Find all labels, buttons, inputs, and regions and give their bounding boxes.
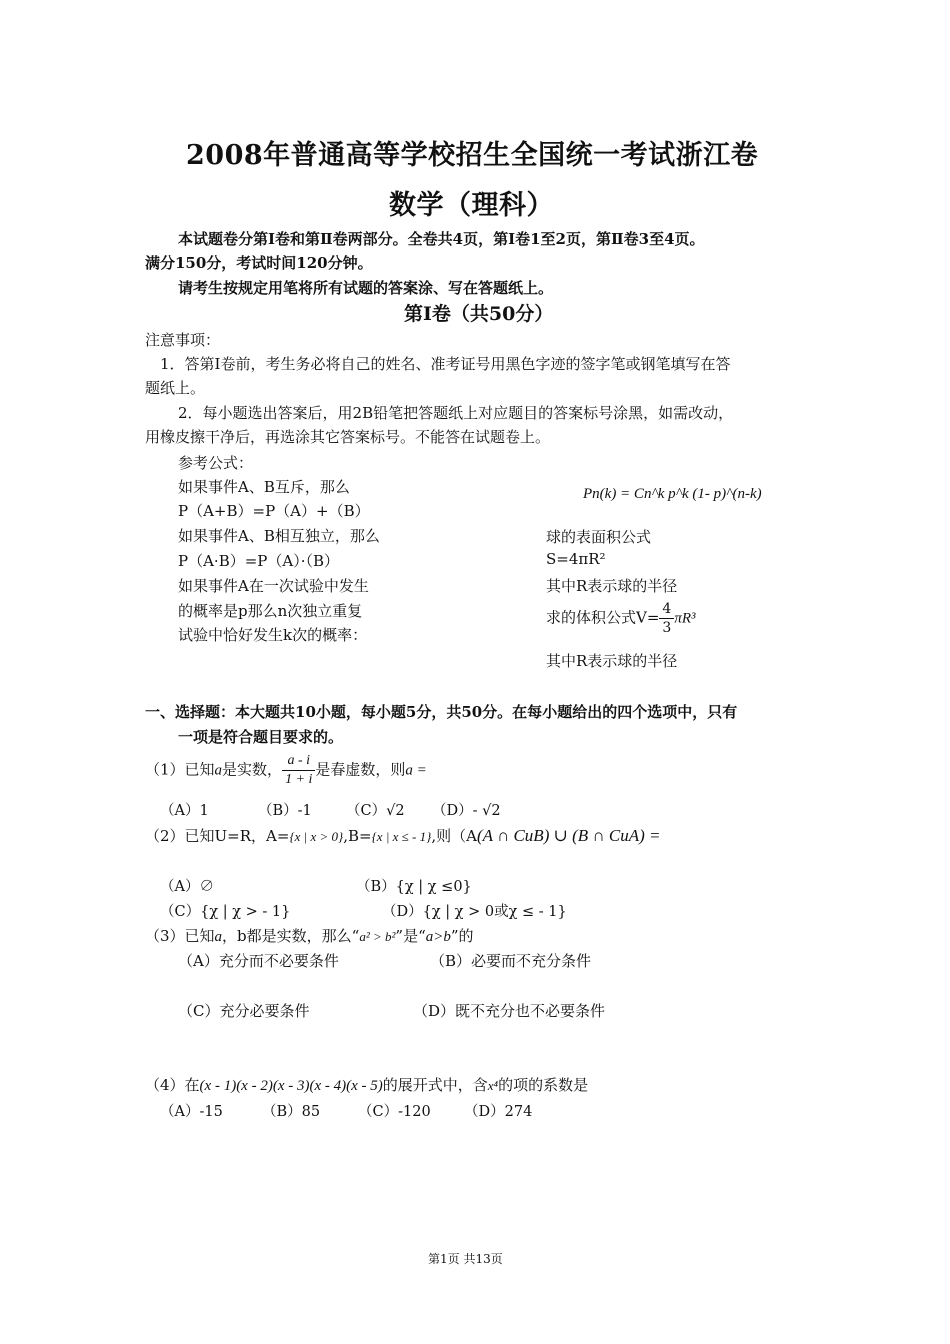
intro-line-1: 本试题卷分第Ⅰ卷和第Ⅱ卷两部分。全卷共4页，第Ⅰ卷1至2页，第Ⅱ卷3至4页。 [178,230,705,248]
q3-stem-c: ”是“ [395,927,426,945]
q2-set-b: {x | x ≤ - 1} [371,829,432,844]
doc-title: 2008年普通高等学校招生全国统一考试浙江卷 [186,140,759,171]
q3-option-c: （C）充分必要条件 [178,1002,310,1020]
q2-option-d: （D）{χ | χ > 0或χ ≤ - 1} [382,904,567,920]
q3-var-a: a [214,929,223,945]
doc-subtitle: 数学（理科） [389,190,554,221]
q4-var: x⁴ [487,1078,499,1093]
formula-left-4: 如果事件A在一次试验中发生 [178,577,369,595]
q1-fraction-den: 1 + i [285,772,313,787]
sphere-volume-formula [546,600,696,637]
q2-option-c: （C）{χ | χ > - 1} [160,904,291,920]
notice-2-a: 2．每小题选出答案后，用2B铅笔把答题纸上对应题目的答案标号涂黑，如需改动， [178,404,734,422]
q1-option-c: （C）√2 [346,803,405,819]
q1-option-d: （D）- √2 [432,803,501,819]
formula-left-3: P（A·B）=P（A）·（B） [178,552,340,570]
q1-option-a: （A）1 [160,803,209,819]
q3-expression-2: a>b [425,929,451,945]
q1-option-b: （B）-1 [258,803,312,819]
q1-stem-a: （1）已知 [145,760,215,779]
question-1-stem [145,752,427,789]
volume-tail: πR³ [674,610,696,627]
intro-line-3: 请考生按规定用笔将所有试题的答案涂、写在答题纸上。 [178,279,554,297]
q2-set-a: {x | x > 0} [289,829,344,844]
q3-stem-b: ，b都是实数，那么“ [222,927,360,945]
page-footer: 第1页 共13页 [428,1252,503,1266]
q3-option-b: （B）必要而不充分条件 [430,952,592,970]
volume-fraction-den: 3 [662,620,672,636]
q4-option-d: （D）274 [464,1104,533,1120]
q3-option-d: （D）既不充分也不必要条件 [413,1002,606,1020]
notice-2-b: 用橡皮擦干净后，再选涂其它答案标号。不能答在试题卷上。 [145,428,551,446]
q4-stem-b: 的展开式中，含 [382,1076,488,1094]
q2-stem-c: ,则（A [431,827,477,845]
q1-stem-b: 是实数， [222,760,283,779]
formula-left-0: 如果事件A、B互斥，那么 [178,478,350,496]
formula-left-2: 如果事件A、B相互独立，那么 [178,527,380,545]
volume-fraction [659,600,674,637]
notice-title: 注意事项： [145,331,221,349]
formulas-header: 参考公式： [178,454,254,472]
q4-option-c: （C）-120 [358,1104,431,1120]
q4-stem-a: （4）在 [145,1076,200,1094]
q2-expression: (A ∩ CuB) ∪ (B ∩ CuA) = [476,826,661,845]
sphere-area-formula: S=4πR² [546,550,606,568]
intro-line-2: 满分150分，考试时间120分钟。 [145,254,373,272]
sphere-volume-label: 求的体积公式V= [546,608,660,627]
q2-stem-a: （2）已知U=R，A= [145,827,290,845]
radius-note-2: 其中R表示球的半径 [546,652,678,670]
q4-stem-c: 的项的系数是 [498,1076,589,1094]
section-1-line-2: 一项是符合题目要求的。 [178,728,344,746]
q3-stem-d: ”的 [450,927,474,945]
sphere-area-label: 球的表面积公式 [546,528,652,546]
q4-option-b: （B）85 [262,1104,321,1120]
formula-left-6: 试验中恰好发生k次的概率： [178,626,368,644]
q2-option-b: （B）{χ | χ ≤0} [356,879,472,895]
q1-stem-d: a = [405,762,427,779]
q2-stem-b: ,B= [343,827,372,845]
q2-option-a: （A）∅ [160,879,214,895]
formula-left-5: 的概率是p那么n次独立重复 [178,602,363,620]
question-3-stem [145,925,474,946]
notice-1-b: 题纸上。 [145,379,206,397]
q1-var-a: a [214,762,223,779]
q1-stem-c: 是春虚数，则 [315,760,406,779]
q4-option-a: （A）-15 [160,1104,223,1120]
part-title: 第Ⅰ卷（共50分） [404,303,554,325]
question-4-stem [145,1074,588,1095]
question-2-stem [145,825,661,846]
q3-stem-a: （3）已知 [145,927,215,945]
section-1-line-1: 一、选择题：本大题共10小题，每小题5分，共50分。在每小题给出的四个选项中，只有 [145,703,738,721]
q4-expression: (x - 1)(x - 2)(x - 3)(x - 4)(x - 5) [199,1078,383,1094]
formula-left-1: P（A+B）=P（A）+（B） [178,502,370,520]
radius-note-1: 其中R表示球的半径 [546,577,678,595]
q1-fraction-num: a - i [282,752,315,771]
q1-fraction [282,752,315,789]
binomial-formula: Pn(k) = Cn^k p^k (1- p)^(n-k) [583,486,762,502]
q3-option-a: （A）充分而不必要条件 [178,952,339,970]
volume-fraction-num: 4 [659,600,674,619]
q3-expression: a² > b² [359,929,396,944]
notice-1-a: 1．答第Ⅰ卷前，考生务必将自己的姓名、准考证号用黑色字迹的签字笔或钢笔填写在答 [160,355,731,373]
